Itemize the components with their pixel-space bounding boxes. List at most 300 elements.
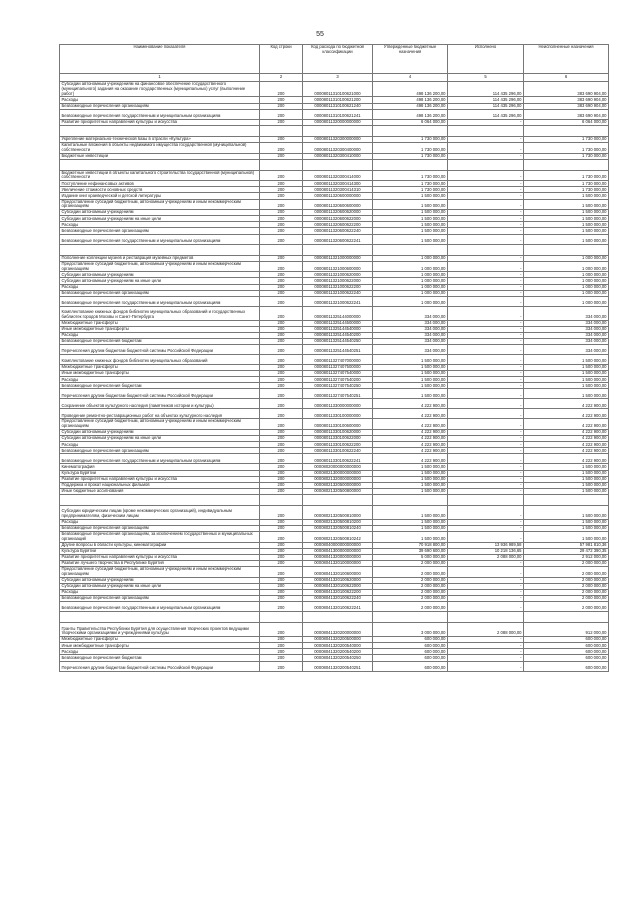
unexecuted-cell: 4 222 900,00 (524, 448, 609, 454)
approved-cell: 2 000 000,00 (373, 561, 448, 567)
unexecuted-cell: 1 730 000,00 (524, 170, 609, 181)
expense-code-cell: 00008011321000622000 (303, 278, 373, 284)
unexecuted-cell: 1 500 000,00 (524, 482, 609, 488)
indicator-name-cell: Поддержка и прокат национальных фильмов (60, 482, 260, 488)
expense-code-cell: 00008011310100621240 (303, 103, 373, 109)
indicator-name-cell: Бюджетные инвестиции в объекты капитального строительства государственной (муниципальной) собственности (60, 170, 260, 181)
executed-cell: - (448, 577, 524, 583)
executed-cell: - (448, 365, 524, 371)
executed-cell: - (448, 583, 524, 589)
executed-cell: - (448, 187, 524, 193)
executed-cell: - (448, 153, 524, 159)
spacer-cell (524, 159, 609, 170)
unexecuted-cell: 57 981 810,36 (524, 542, 609, 548)
approved-cell: 1 500 000,00 (373, 488, 448, 494)
unexecuted-cell: 1 500 000,00 (524, 210, 609, 216)
table-row (60, 355, 609, 365)
approved-cell: 334 000,00 (373, 306, 448, 320)
unexecuted-cell: 1 730 000,00 (524, 153, 609, 159)
expense-code-cell: 00008011320600622000 (303, 216, 373, 222)
approved-cell: 4 222 900,00 (373, 436, 448, 442)
expense-code-cell: 00008011330100622200 (303, 442, 373, 448)
executed-cell: - (448, 596, 524, 602)
table-body (60, 82, 609, 672)
row-code-cell: 200 (260, 542, 303, 548)
indicator-name-cell: Расходы (60, 97, 260, 103)
indicator-name-cell: Субсидии автономным учреждениям (60, 577, 260, 583)
row-code-cell: 200 (260, 365, 303, 371)
indicator-name-cell: Комплектование книжных фондов библиотек муниципальных образований и государственных библиотек городов Москвы и Санкт-Петербурга (60, 306, 260, 320)
unexecuted-cell: 1 000 000,00 (524, 255, 609, 261)
row-code-cell: 200 (260, 338, 303, 344)
expense-code-cell: 00008011320600600000 (303, 199, 373, 210)
row-code-cell: 200 (260, 261, 303, 272)
executed-cell: - (448, 377, 524, 383)
expense-code-cell: 00008041320100622241 (303, 602, 373, 612)
row-code-cell: 200 (260, 181, 303, 187)
approved-cell: 1 500 000,00 (373, 371, 448, 377)
executed-cell: - (448, 430, 524, 436)
indicator-name-cell: Субсидии автономным учреждениям (60, 430, 260, 436)
unexecuted-cell: 383 690 904,00 (524, 109, 609, 119)
approved-cell: 1 000 000,00 (373, 261, 448, 272)
indicator-name-cell: Развитие приоритетных направлений культуры и искусства (60, 554, 260, 560)
executed-cell: - (448, 505, 524, 519)
row-code-cell: 200 (260, 649, 303, 655)
unexecuted-cell: 1 500 000,00 (524, 383, 609, 389)
unexecuted-cell: 2 000 000,00 (524, 561, 609, 567)
row-code-cell: 200 (260, 187, 303, 193)
executed-cell: - (448, 532, 524, 543)
indicator-name-cell: Безвозмездные перечисления организациям (60, 103, 260, 109)
approved-cell: 1 500 000,00 (373, 377, 448, 383)
unexecuted-cell: 1 500 000,00 (524, 228, 609, 234)
expense-code-cell: 00008040000000000000 (303, 542, 373, 548)
header-executed: Исполнено (448, 45, 524, 74)
executed-cell: - (448, 389, 524, 399)
unexecuted-cell: 4 222 900,00 (524, 409, 609, 419)
expense-code-cell: 00008011325144540200 (303, 332, 373, 338)
expense-code-cell: 00008011327407540000 (303, 371, 373, 377)
row-code-cell: 200 (260, 377, 303, 383)
row-code-cell: 200 (260, 643, 303, 649)
row-code-cell: 200 (260, 430, 303, 436)
spacer-cell (60, 612, 260, 623)
row-code-cell: 200 (260, 590, 303, 596)
row-code-cell: 200 (260, 554, 303, 560)
indicator-name-cell: Расходы (60, 377, 260, 383)
unexecuted-cell: 1 000 000,00 (524, 278, 609, 284)
spacer-cell (448, 612, 524, 623)
executed-cell: - (448, 216, 524, 222)
unexecuted-cell: 1 000 000,00 (524, 284, 609, 290)
row-code-cell: 200 (260, 103, 303, 109)
indicator-name-cell: Безвозмездные перечисления государственным и муниципальным организациям (60, 454, 260, 464)
spacer-cell (303, 125, 373, 136)
expense-code-cell: 00008021320500810240 (303, 526, 373, 532)
row-code-cell: 200 (260, 119, 303, 125)
executed-cell: - (448, 272, 524, 278)
unexecuted-cell: 1 500 000,00 (524, 389, 609, 399)
unexecuted-cell: 383 690 904,00 (524, 103, 609, 109)
indicator-name-cell: Безвозмездные перечисления государственным и муниципальным организациям (60, 602, 260, 612)
table-row (60, 454, 609, 464)
table-row (60, 602, 609, 612)
indicator-name-cell: Поступление нефинансовых активов (60, 181, 260, 187)
row-code-cell: 200 (260, 170, 303, 181)
expense-code-cell: 00008011327407500000 (303, 365, 373, 371)
approved-cell: 1 500 000,00 (373, 482, 448, 488)
unexecuted-cell: 334 000,00 (524, 332, 609, 338)
expense-code-cell: 00008041320200540000 (303, 643, 373, 649)
expense-code-cell: 00008011321000622240 (303, 290, 373, 296)
indicator-name-cell: Субсидии автономным учреждениям на иные цели (60, 216, 260, 222)
table-row (60, 399, 609, 409)
approved-cell: 1 500 000,00 (373, 210, 448, 216)
indicator-name-cell: Развитие приоритетных направлений культуры и искусства (60, 119, 260, 125)
executed-cell: - (448, 234, 524, 244)
approved-cell: 1 500 000,00 (373, 505, 448, 519)
row-code-cell: 200 (260, 519, 303, 525)
expense-code-cell: 00008011320600620000 (303, 210, 373, 216)
executed-cell: - (448, 332, 524, 338)
unexecuted-cell: 912 000,00 (524, 623, 609, 637)
indicator-name-cell: Безвозмездные перечисления бюджетам (60, 338, 260, 344)
approved-cell: 4 222 900,00 (373, 409, 448, 419)
expense-code-cell: 00008011327407540200 (303, 377, 373, 383)
row-code-cell: 200 (260, 488, 303, 494)
executed-cell: - (448, 181, 524, 187)
table-row (60, 170, 609, 181)
spacer-cell (373, 612, 448, 623)
column-index: 1 (60, 74, 260, 82)
table-row (60, 567, 609, 578)
expense-code-cell: 00008011320300400000 (303, 142, 373, 153)
indicator-name-cell: Расходы (60, 442, 260, 448)
approved-cell: 600 000,00 (373, 655, 448, 661)
expense-code-cell: 00008021320500000000 (303, 482, 373, 488)
unexecuted-cell: 600 000,00 (524, 655, 609, 661)
unexecuted-cell: 600 000,00 (524, 643, 609, 649)
indicator-name-cell: Иные бюджетные ассигнования (60, 488, 260, 494)
indicator-name-cell: Субсидии автономным учреждениям (60, 210, 260, 216)
unexecuted-cell: 1 500 000,00 (524, 222, 609, 228)
table-row (60, 505, 609, 519)
spacer-cell (303, 159, 373, 170)
indicator-name-cell: Развитие приоритетных направлений культуры и искусства (60, 476, 260, 482)
unexecuted-cell: 1 500 000,00 (524, 199, 609, 210)
indicator-name-cell: Расходы (60, 649, 260, 655)
row-code-cell: 200 (260, 142, 303, 153)
expense-code-cell: 00008011330100622241 (303, 454, 373, 464)
expense-code-cell: 00008011321000622200 (303, 284, 373, 290)
unexecuted-cell: 383 690 904,00 (524, 97, 609, 103)
indicator-name-cell: Безвозмездные перечисления государственным и муниципальным организациям (60, 109, 260, 119)
executed-cell: - (448, 464, 524, 470)
row-code-cell: 200 (260, 448, 303, 454)
approved-cell: 498 136 200,00 (373, 109, 448, 119)
expense-code-cell: 00008011320300414000 (303, 170, 373, 181)
approved-cell: 1 730 000,00 (373, 181, 448, 187)
executed-cell: 114 435 296,00 (448, 109, 524, 119)
indicator-name-cell: Предоставление субсидий бюджетным, автономным учреждениям и иным некоммерческим организациям (60, 419, 260, 430)
spacer-cell (260, 494, 303, 505)
spacer-cell (260, 244, 303, 255)
indicator-name-cell: Иные межбюджетные трансферты (60, 643, 260, 649)
executed-cell: - (448, 199, 524, 210)
executed-cell: - (448, 482, 524, 488)
executed-cell: - (448, 255, 524, 261)
row-code-cell: 200 (260, 97, 303, 103)
row-code-cell: 200 (260, 136, 303, 142)
approved-cell: 600 000,00 (373, 643, 448, 649)
row-code-cell: 200 (260, 332, 303, 338)
approved-cell: 1 500 000,00 (373, 234, 448, 244)
spacer-cell (60, 125, 260, 136)
table-row (60, 109, 609, 119)
approved-cell: 498 136 200,00 (373, 82, 448, 97)
unexecuted-cell: 4 222 900,00 (524, 442, 609, 448)
executed-cell: 114 435 296,00 (448, 82, 524, 97)
unexecuted-cell: 334 000,00 (524, 345, 609, 355)
expense-code-cell: 00008041320100622000 (303, 583, 373, 589)
row-code-cell: 200 (260, 419, 303, 430)
approved-cell: 600 000,00 (373, 637, 448, 643)
header-row-code: Код строки (260, 45, 303, 74)
approved-cell: 1 730 000,00 (373, 187, 448, 193)
expense-code-cell: 00008020000000000000 (303, 464, 373, 470)
approved-cell: 1 000 000,00 (373, 284, 448, 290)
approved-cell: 2 000 000,00 (373, 596, 448, 602)
expense-code-cell: 00008011321000000000 (303, 255, 373, 261)
spacer-cell (524, 494, 609, 505)
expense-code-cell: 00008041320100600000 (303, 567, 373, 578)
executed-cell: - (448, 338, 524, 344)
approved-cell: 4 222 900,00 (373, 430, 448, 436)
executed-cell: - (448, 476, 524, 482)
column-index: 6 (524, 74, 609, 82)
executed-cell: - (448, 170, 524, 181)
row-code-cell: 200 (260, 561, 303, 567)
unexecuted-cell: 1 730 000,00 (524, 142, 609, 153)
executed-cell: - (448, 136, 524, 142)
indicator-name-cell: Межбюджетные трансферты (60, 320, 260, 326)
indicator-name-cell: Безвозмездные перечисления организациям, за исключением государственных и муниципальных организаций (60, 532, 260, 543)
executed-cell: - (448, 454, 524, 464)
indicator-name-cell: Безвозмездные перечисления бюджетам (60, 383, 260, 389)
unexecuted-cell: 2 000 000,00 (524, 596, 609, 602)
executed-cell: - (448, 193, 524, 199)
approved-cell: 4 222 900,00 (373, 448, 448, 454)
row-code-cell: 200 (260, 345, 303, 355)
approved-cell: 1 000 000,00 (373, 278, 448, 284)
indicator-name-cell: Субсидии автономным учреждениям на иные цели (60, 436, 260, 442)
approved-cell: 1 000 000,00 (373, 296, 448, 306)
executed-cell: - (448, 661, 524, 671)
row-code-cell: 200 (260, 454, 303, 464)
indicator-name-cell: Расходы (60, 590, 260, 596)
unexecuted-cell: 1 500 000,00 (524, 216, 609, 222)
executed-cell: 114 435 296,00 (448, 97, 524, 103)
row-code-cell: 200 (260, 371, 303, 377)
executed-cell: - (448, 643, 524, 649)
indicator-name-cell: Увеличение стоимости основных средств (60, 187, 260, 193)
row-code-cell: 200 (260, 222, 303, 228)
row-code-cell: 200 (260, 436, 303, 442)
unexecuted-cell: 2 912 000,00 (524, 554, 609, 560)
indicator-name-cell: Проведение ремонтно-реставрационных работ на объектах культурного наследия (60, 409, 260, 419)
expense-code-cell: 00008011321000620000 (303, 272, 373, 278)
approved-cell: 2 000 000,00 (373, 590, 448, 596)
approved-cell: 1 730 000,00 (373, 142, 448, 153)
unexecuted-cell: 1 500 000,00 (524, 519, 609, 525)
row-code-cell: 200 (260, 210, 303, 216)
executed-cell: - (448, 284, 524, 290)
executed-cell: - (448, 399, 524, 409)
approved-cell: 1 500 000,00 (373, 383, 448, 389)
unexecuted-cell: 4 222 900,00 (524, 399, 609, 409)
expense-code-cell: 00008011325144000000 (303, 306, 373, 320)
table-row (60, 419, 609, 430)
approved-cell: 1 500 000,00 (373, 199, 448, 210)
executed-cell: - (448, 320, 524, 326)
indicator-name-cell: Безвозмездные перечисления бюджетам (60, 655, 260, 661)
row-code-cell: 200 (260, 296, 303, 306)
approved-cell: 1 730 000,00 (373, 153, 448, 159)
indicator-name-cell: Расходы (60, 284, 260, 290)
unexecuted-cell: 1 500 000,00 (524, 371, 609, 377)
indicator-name-cell: Безвозмездные перечисления организациям (60, 290, 260, 296)
row-code-cell: 200 (260, 383, 303, 389)
row-code-cell: 200 (260, 199, 303, 210)
expense-code-cell: 00008041320200540251 (303, 661, 373, 671)
expense-code-cell: 00008041320100620000 (303, 577, 373, 583)
expense-code-cell: 00008011320000000000 (303, 119, 373, 125)
executed-cell: - (448, 602, 524, 612)
executed-cell: - (448, 637, 524, 643)
approved-cell: 1 500 000,00 (373, 216, 448, 222)
executed-cell: - (448, 383, 524, 389)
expense-code-cell: 00008041320100622200 (303, 590, 373, 596)
expense-code-cell: 00008011330100622240 (303, 448, 373, 454)
approved-cell: 1 500 000,00 (373, 193, 448, 199)
expense-code-cell: 00008021320500810242 (303, 532, 373, 543)
unexecuted-cell: 1 730 000,00 (524, 136, 609, 142)
row-code-cell: 200 (260, 272, 303, 278)
approved-cell: 1 500 000,00 (373, 464, 448, 470)
expense-code-cell: 00008011320300410000 (303, 153, 373, 159)
unexecuted-cell: 600 000,00 (524, 649, 609, 655)
expense-code-cell: 00008011327407000000 (303, 355, 373, 365)
row-code-cell: 200 (260, 255, 303, 261)
row-code-cell: 200 (260, 284, 303, 290)
row-code-cell: 200 (260, 320, 303, 326)
table-row (60, 261, 609, 272)
unexecuted-cell: 4 222 900,00 (524, 419, 609, 430)
executed-cell: - (448, 567, 524, 578)
table-row (60, 661, 609, 671)
header-indicator-name: Наименование показателя (60, 45, 260, 74)
column-index: 5 (448, 74, 524, 82)
approved-cell: 1 500 000,00 (373, 476, 448, 482)
row-code-cell: 200 (260, 470, 303, 476)
expense-code-cell: 00008021300000000000 (303, 470, 373, 476)
row-code-cell: 200 (260, 623, 303, 637)
approved-cell: 1 500 000,00 (373, 389, 448, 399)
unexecuted-cell: 1 500 000,00 (524, 470, 609, 476)
approved-cell: 334 000,00 (373, 345, 448, 355)
executed-cell: - (448, 519, 524, 525)
row-code-cell: 200 (260, 596, 303, 602)
indicator-name-cell: Издание книг краеведческой и детской литературы (60, 193, 260, 199)
expense-code-cell: 00008041320000000000 (303, 554, 373, 560)
indicator-name-cell: Субсидии автономным учреждениям на иные цели (60, 278, 260, 284)
indicator-name-cell: Перечисления другим бюджетам бюджетной системы Российской Федерации (60, 389, 260, 399)
expense-code-cell: 00008021320000000000 (303, 476, 373, 482)
unexecuted-cell: 6 064 000,00 (524, 119, 609, 125)
unexecuted-cell: 4 222 900,00 (524, 430, 609, 436)
executed-cell: - (448, 278, 524, 284)
header-unexecuted: Неисполненные назначения (524, 45, 609, 74)
row-code-cell: 200 (260, 476, 303, 482)
table-row (60, 306, 609, 320)
spacer-row (60, 244, 609, 255)
row-code-cell: 200 (260, 464, 303, 470)
approved-cell: 39 690 600,00 (373, 548, 448, 554)
indicator-name-cell: Безвозмездные перечисления организациям (60, 596, 260, 602)
budget-execution-table (59, 44, 609, 672)
spacer-row (60, 159, 609, 170)
row-code-cell: 200 (260, 326, 303, 332)
spacer-cell (60, 244, 260, 255)
unexecuted-cell: 600 000,00 (524, 637, 609, 643)
expense-code-cell: 00008011320600000000 (303, 193, 373, 199)
executed-cell: - (448, 526, 524, 532)
approved-cell: 1 500 000,00 (373, 470, 448, 476)
header-expense-code: Код расхода по бюджетной классификации (303, 45, 373, 74)
approved-cell: 498 136 200,00 (373, 103, 448, 109)
row-code-cell: 200 (260, 482, 303, 488)
executed-cell: - (448, 442, 524, 448)
expense-code-cell: 00008041320200540200 (303, 649, 373, 655)
approved-cell: 3 000 000,00 (373, 623, 448, 637)
approved-cell: 334 000,00 (373, 320, 448, 326)
row-code-cell: 200 (260, 234, 303, 244)
indicator-name-cell: Безвозмездные перечисления государственным и муниципальным организациям (60, 234, 260, 244)
approved-cell: 1 730 000,00 (373, 136, 448, 142)
executed-cell: - (448, 371, 524, 377)
expense-code-cell: 00008041320100622240 (303, 596, 373, 602)
indicator-name-cell: Безвозмездные перечисления государственным и муниципальным организациям (60, 296, 260, 306)
executed-cell: - (448, 561, 524, 567)
indicator-name-cell: Бюджетные инвестиции (60, 153, 260, 159)
unexecuted-cell: 1 500 000,00 (524, 488, 609, 494)
executed-cell: - (448, 488, 524, 494)
table-row (60, 389, 609, 399)
row-code-cell: 200 (260, 577, 303, 583)
spacer-cell (60, 494, 260, 505)
spacer-cell (303, 494, 373, 505)
unexecuted-cell: 334 000,00 (524, 320, 609, 326)
approved-cell: 1 000 000,00 (373, 272, 448, 278)
spacer-cell (60, 159, 260, 170)
approved-cell: 334 000,00 (373, 338, 448, 344)
unexecuted-cell: 1 500 000,00 (524, 532, 609, 543)
spacer-cell (373, 125, 448, 136)
approved-cell: 4 222 900,00 (373, 399, 448, 409)
executed-cell: 2 088 000,00 (448, 554, 524, 560)
row-code-cell: 200 (260, 109, 303, 119)
